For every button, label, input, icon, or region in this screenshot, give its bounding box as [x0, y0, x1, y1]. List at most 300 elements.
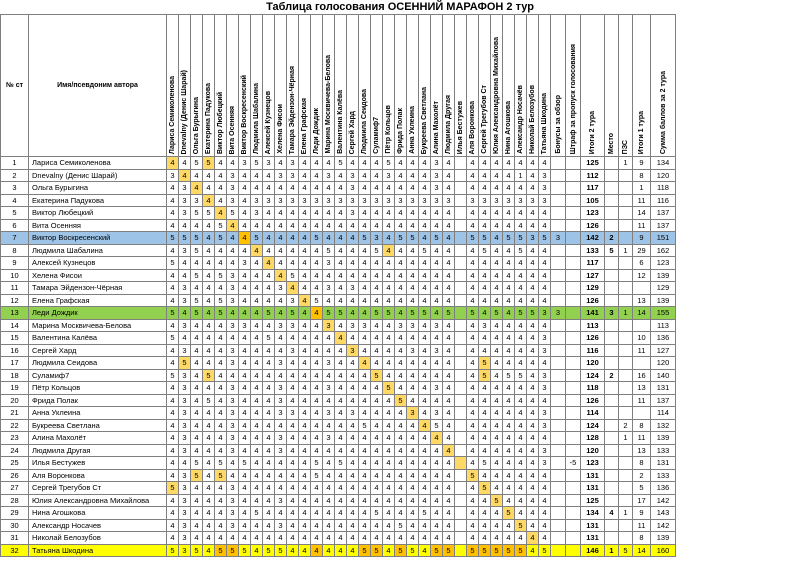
score-cell: 4 [359, 369, 371, 382]
total-round-1-cell: 11 [633, 194, 651, 207]
score-cell: 4 [287, 357, 299, 370]
score-cell: 3 [311, 194, 323, 207]
score-cell: 4 [191, 382, 203, 395]
score-cell: 5 [239, 457, 251, 470]
score-cell: 4 [443, 344, 455, 357]
score-cell: 4 [347, 432, 359, 445]
score-cell: 5 [167, 332, 179, 345]
score-cell: 5 [395, 232, 407, 245]
score-cell: 3 [431, 157, 443, 170]
sum-cell: 134 [651, 157, 676, 170]
score-cell: 5 [419, 244, 431, 257]
total-round-2-cell: 123 [581, 457, 605, 470]
score-cell: 3 [431, 382, 443, 395]
header-voter-25: Илья Бестужев [455, 15, 467, 157]
score-cell: 5 [371, 244, 383, 257]
score-cell: 4 [299, 182, 311, 195]
score-cell: 4 [263, 269, 275, 282]
score-cell: 4 [299, 419, 311, 432]
penalty-cell [566, 532, 581, 545]
score-cell: 5 [515, 544, 527, 557]
score-cell: 4 [395, 307, 407, 320]
score-cell: 1 [515, 169, 527, 182]
score-cell: 4 [419, 544, 431, 557]
score-cell [455, 232, 467, 245]
score-cell: 4 [287, 419, 299, 432]
pvs-cell [619, 407, 633, 420]
score-cell: 4 [167, 357, 179, 370]
score-cell: 4 [359, 207, 371, 220]
score-cell: 4 [515, 419, 527, 432]
score-cell: 4 [467, 457, 479, 470]
score-cell: 3 [431, 169, 443, 182]
bonus-cell [551, 532, 566, 545]
score-cell: 5 [479, 482, 491, 495]
score-cell: 4 [467, 169, 479, 182]
score-cell: 4 [215, 157, 227, 170]
score-cell: 3 [299, 194, 311, 207]
score-cell: 4 [275, 257, 287, 270]
score-cell: 4 [431, 519, 443, 532]
score-cell: 4 [503, 282, 515, 295]
score-cell: 4 [287, 507, 299, 520]
total-round-1-cell: 9 [633, 232, 651, 245]
score-cell: 4 [443, 257, 455, 270]
score-cell: 4 [419, 457, 431, 470]
score-cell: 3 [227, 294, 239, 307]
score-cell: 5 [419, 507, 431, 520]
author-name: Вита Осенняя [29, 219, 167, 232]
score-cell: 4 [479, 282, 491, 295]
score-cell: 4 [239, 507, 251, 520]
table-row [1, 182, 676, 195]
score-cell: 4 [527, 257, 539, 270]
author-name: Анна Уклеина [29, 407, 167, 420]
score-cell: 4 [431, 244, 443, 257]
score-cell: 3 [539, 382, 551, 395]
place-cell [605, 357, 619, 370]
score-cell: 4 [467, 494, 479, 507]
place-cell [605, 294, 619, 307]
score-cell: 4 [539, 482, 551, 495]
score-cell: 4 [299, 432, 311, 445]
header-pvs: ПЗС [619, 15, 633, 157]
score-cell: 4 [239, 269, 251, 282]
table-row [1, 444, 676, 457]
score-cell: 3 [275, 432, 287, 445]
score-cell: 4 [395, 432, 407, 445]
score-cell: 4 [191, 519, 203, 532]
score-cell: 4 [395, 207, 407, 220]
score-cell: 4 [467, 432, 479, 445]
score-cell: 4 [443, 482, 455, 495]
header-bonus: Бонусы за обзор [551, 15, 566, 157]
author-name: Аля Воронкова [29, 469, 167, 482]
score-cell: 4 [251, 519, 263, 532]
score-cell: 3 [275, 444, 287, 457]
score-cell [455, 207, 467, 220]
score-cell: 4 [383, 344, 395, 357]
score-cell: 4 [335, 482, 347, 495]
header-voter-14: Марина Москвичева-Белова [323, 15, 335, 157]
score-cell: 4 [335, 469, 347, 482]
score-cell: 4 [263, 207, 275, 220]
row-number: 24 [1, 444, 29, 457]
score-cell: 4 [263, 369, 275, 382]
place-cell [605, 257, 619, 270]
score-cell: 4 [299, 357, 311, 370]
total-round-2-cell: 126 [581, 394, 605, 407]
score-cell: 4 [479, 419, 491, 432]
score-cell: 5 [515, 307, 527, 320]
score-cell: 5 [191, 207, 203, 220]
score-cell: 4 [383, 207, 395, 220]
score-cell: 4 [491, 182, 503, 195]
score-cell: 4 [491, 457, 503, 470]
table-row [1, 194, 676, 207]
score-cell: 3 [179, 432, 191, 445]
score-cell: 4 [191, 319, 203, 332]
score-cell: 4 [383, 507, 395, 520]
score-cell: 3 [431, 407, 443, 420]
score-cell: 4 [299, 244, 311, 257]
score-cell: 4 [467, 219, 479, 232]
score-cell: 4 [371, 394, 383, 407]
score-cell [455, 507, 467, 520]
score-cell: 3 [395, 319, 407, 332]
place-cell [605, 182, 619, 195]
penalty-cell [566, 432, 581, 445]
place-cell [605, 332, 619, 345]
score-cell: 4 [275, 219, 287, 232]
score-cell [455, 282, 467, 295]
score-cell: 4 [359, 407, 371, 420]
sum-cell: 162 [651, 244, 676, 257]
score-cell: 4 [323, 494, 335, 507]
score-cell: 4 [275, 269, 287, 282]
score-cell: 3 [347, 282, 359, 295]
score-cell: 4 [527, 332, 539, 345]
score-cell: 4 [275, 482, 287, 495]
score-cell: 5 [515, 519, 527, 532]
total-round-2-cell: 118 [581, 382, 605, 395]
pvs-cell [619, 294, 633, 307]
pvs-cell: 5 [619, 544, 633, 557]
score-cell: 4 [167, 344, 179, 357]
score-cell: 4 [347, 269, 359, 282]
header-voter-1: Лариса Семиколенова [167, 15, 179, 157]
header-voter-9: Алексей Кузнецов [263, 15, 275, 157]
score-cell: 4 [311, 244, 323, 257]
score-cell: 4 [335, 319, 347, 332]
score-cell: 5 [371, 307, 383, 320]
score-cell: 4 [335, 282, 347, 295]
score-cell: 3 [323, 432, 335, 445]
sum-cell: 143 [651, 507, 676, 520]
score-cell: 4 [539, 319, 551, 332]
pvs-cell [619, 394, 633, 407]
score-cell: 4 [371, 269, 383, 282]
score-cell: 4 [275, 344, 287, 357]
row-number: 6 [1, 219, 29, 232]
score-cell: 4 [287, 519, 299, 532]
table-row [1, 432, 676, 445]
table-row [1, 332, 676, 345]
header-voter-24: Людмила Другая [443, 15, 455, 157]
score-cell: 3 [227, 419, 239, 432]
score-cell: 4 [371, 469, 383, 482]
score-cell: 4 [287, 382, 299, 395]
author-name: Людмила Шабалина [29, 244, 167, 257]
total-round-1-cell: 8 [633, 532, 651, 545]
score-cell [455, 494, 467, 507]
score-cell: 5 [335, 457, 347, 470]
score-cell: 3 [275, 494, 287, 507]
table-row [1, 519, 676, 532]
score-cell: 4 [491, 407, 503, 420]
row-number: 17 [1, 357, 29, 370]
bonus-cell: 3 [551, 307, 566, 320]
score-cell: 4 [299, 344, 311, 357]
score-cell: 4 [263, 432, 275, 445]
score-cell: 4 [239, 344, 251, 357]
score-cell: 4 [323, 219, 335, 232]
score-cell: 5 [539, 544, 551, 557]
score-cell: 4 [383, 457, 395, 470]
bonus-cell [551, 244, 566, 257]
score-cell: 3 [287, 157, 299, 170]
place-cell [605, 269, 619, 282]
score-cell: 4 [287, 444, 299, 457]
score-cell: 3 [443, 194, 455, 207]
score-cell: 3 [539, 169, 551, 182]
score-cell: 4 [491, 507, 503, 520]
score-cell: 4 [203, 544, 215, 557]
header-voter-10: Хелена Фисои [275, 15, 287, 157]
score-cell: 4 [503, 294, 515, 307]
score-cell: 4 [443, 419, 455, 432]
score-cell: 5 [215, 307, 227, 320]
score-cell: 4 [419, 482, 431, 495]
score-cell: 4 [431, 482, 443, 495]
author-name: Ольга Бурыгина [29, 182, 167, 195]
bonus-cell [551, 444, 566, 457]
score-cell [455, 269, 467, 282]
score-cell: 4 [311, 332, 323, 345]
score-cell: 4 [335, 344, 347, 357]
score-cell: 4 [299, 157, 311, 170]
score-cell: 5 [191, 157, 203, 170]
score-cell: 4 [515, 469, 527, 482]
score-cell: 4 [407, 294, 419, 307]
score-cell: 4 [419, 394, 431, 407]
score-cell: 3 [347, 182, 359, 195]
score-cell: 4 [203, 494, 215, 507]
sum-cell: 155 [651, 307, 676, 320]
pvs-cell [619, 494, 633, 507]
total-round-2-cell: 131 [581, 469, 605, 482]
score-cell: 5 [479, 544, 491, 557]
score-cell: 4 [359, 432, 371, 445]
score-cell: 3 [275, 194, 287, 207]
score-cell: 4 [335, 182, 347, 195]
header-voter-13: Леди Дождик [311, 15, 323, 157]
score-cell: 3 [275, 282, 287, 295]
score-cell: 5 [287, 269, 299, 282]
score-cell: 4 [491, 382, 503, 395]
score-cell: 4 [491, 319, 503, 332]
score-cell: 4 [227, 532, 239, 545]
score-cell: 4 [275, 294, 287, 307]
score-cell: 4 [311, 419, 323, 432]
score-cell: 4 [299, 469, 311, 482]
score-cell: 4 [359, 532, 371, 545]
score-cell: 4 [299, 532, 311, 545]
score-cell: 4 [419, 219, 431, 232]
score-cell: 4 [287, 332, 299, 345]
score-cell: 4 [227, 157, 239, 170]
score-cell: 4 [395, 407, 407, 420]
score-cell: 4 [515, 382, 527, 395]
score-cell: 4 [335, 532, 347, 545]
score-cell: 4 [263, 344, 275, 357]
score-cell: 3 [515, 194, 527, 207]
table-row [1, 294, 676, 307]
score-cell: 5 [167, 307, 179, 320]
score-cell: 3 [287, 294, 299, 307]
total-round-2-cell: 134 [581, 507, 605, 520]
score-cell: 4 [167, 507, 179, 520]
score-cell: 3 [179, 207, 191, 220]
score-cell: 5 [491, 494, 503, 507]
pvs-cell [619, 382, 633, 395]
bonus-cell [551, 394, 566, 407]
score-cell: 4 [263, 357, 275, 370]
score-cell: 4 [323, 419, 335, 432]
score-cell: 4 [407, 469, 419, 482]
score-cell [455, 257, 467, 270]
score-cell: 4 [503, 169, 515, 182]
score-cell: 4 [383, 282, 395, 295]
score-cell: 4 [443, 369, 455, 382]
total-round-2-cell: 126 [581, 332, 605, 345]
score-cell: 4 [263, 219, 275, 232]
score-cell: 4 [359, 357, 371, 370]
score-cell: 3 [227, 182, 239, 195]
score-cell [455, 307, 467, 320]
header-voter-16: Сергей Хард [347, 15, 359, 157]
bonus-cell [551, 282, 566, 295]
score-cell: 4 [467, 257, 479, 270]
score-cell: 4 [311, 344, 323, 357]
score-cell: 4 [503, 319, 515, 332]
score-cell: 4 [527, 419, 539, 432]
score-cell: 5 [323, 244, 335, 257]
score-cell: 4 [239, 394, 251, 407]
penalty-cell [566, 519, 581, 532]
score-cell: 4 [443, 282, 455, 295]
place-cell: 5 [605, 244, 619, 257]
score-cell: 4 [443, 469, 455, 482]
score-cell: 4 [203, 407, 215, 420]
score-cell: 4 [431, 307, 443, 320]
row-number: 19 [1, 382, 29, 395]
score-cell [455, 457, 467, 470]
score-cell: 4 [419, 532, 431, 545]
score-cell: 4 [239, 282, 251, 295]
row-number: 29 [1, 507, 29, 520]
score-cell: 4 [287, 482, 299, 495]
score-cell: 3 [275, 319, 287, 332]
score-cell: 4 [515, 432, 527, 445]
score-cell: 4 [515, 182, 527, 195]
score-cell: 4 [335, 432, 347, 445]
total-round-2-cell: 117 [581, 257, 605, 270]
penalty-cell [566, 257, 581, 270]
score-cell: 4 [479, 394, 491, 407]
score-cell: 4 [275, 244, 287, 257]
score-cell: 4 [167, 294, 179, 307]
score-cell: 4 [215, 357, 227, 370]
score-cell: 3 [539, 344, 551, 357]
score-cell: 5 [395, 394, 407, 407]
row-number: 10 [1, 269, 29, 282]
score-cell: 4 [515, 282, 527, 295]
score-cell: 4 [251, 494, 263, 507]
table-row [1, 357, 676, 370]
author-name: Елена Графская [29, 294, 167, 307]
score-cell: 4 [167, 457, 179, 470]
score-cell: 4 [167, 444, 179, 457]
score-cell: 3 [287, 407, 299, 420]
score-cell: 4 [491, 169, 503, 182]
score-cell: 4 [347, 357, 359, 370]
score-cell: 5 [383, 307, 395, 320]
total-round-1-cell: 11 [633, 219, 651, 232]
score-cell: 4 [431, 369, 443, 382]
score-cell: 4 [407, 219, 419, 232]
score-cell: 4 [419, 232, 431, 245]
score-cell: 3 [227, 282, 239, 295]
score-cell: 4 [311, 219, 323, 232]
score-cell: 4 [467, 394, 479, 407]
header-voter-8: Людмила Шабалина [251, 15, 263, 157]
bonus-cell [551, 457, 566, 470]
score-cell: 4 [275, 532, 287, 545]
score-cell: 3 [191, 194, 203, 207]
sum-cell: 137 [651, 207, 676, 220]
score-cell: 4 [239, 207, 251, 220]
score-cell: 3 [227, 357, 239, 370]
score-cell: 4 [395, 294, 407, 307]
sum-cell: 136 [651, 482, 676, 495]
score-cell: 4 [191, 182, 203, 195]
table-body [1, 157, 676, 557]
score-cell: 4 [287, 432, 299, 445]
score-cell: 4 [215, 419, 227, 432]
score-cell: 4 [203, 332, 215, 345]
score-cell: 4 [323, 532, 335, 545]
score-cell: 4 [251, 419, 263, 432]
score-cell: 4 [287, 207, 299, 220]
total-round-1-cell [633, 357, 651, 370]
score-cell: 4 [311, 494, 323, 507]
row-number: 31 [1, 532, 29, 545]
score-cell: 5 [383, 157, 395, 170]
score-cell: 4 [179, 457, 191, 470]
score-cell: 4 [167, 207, 179, 220]
score-cell: 3 [323, 257, 335, 270]
